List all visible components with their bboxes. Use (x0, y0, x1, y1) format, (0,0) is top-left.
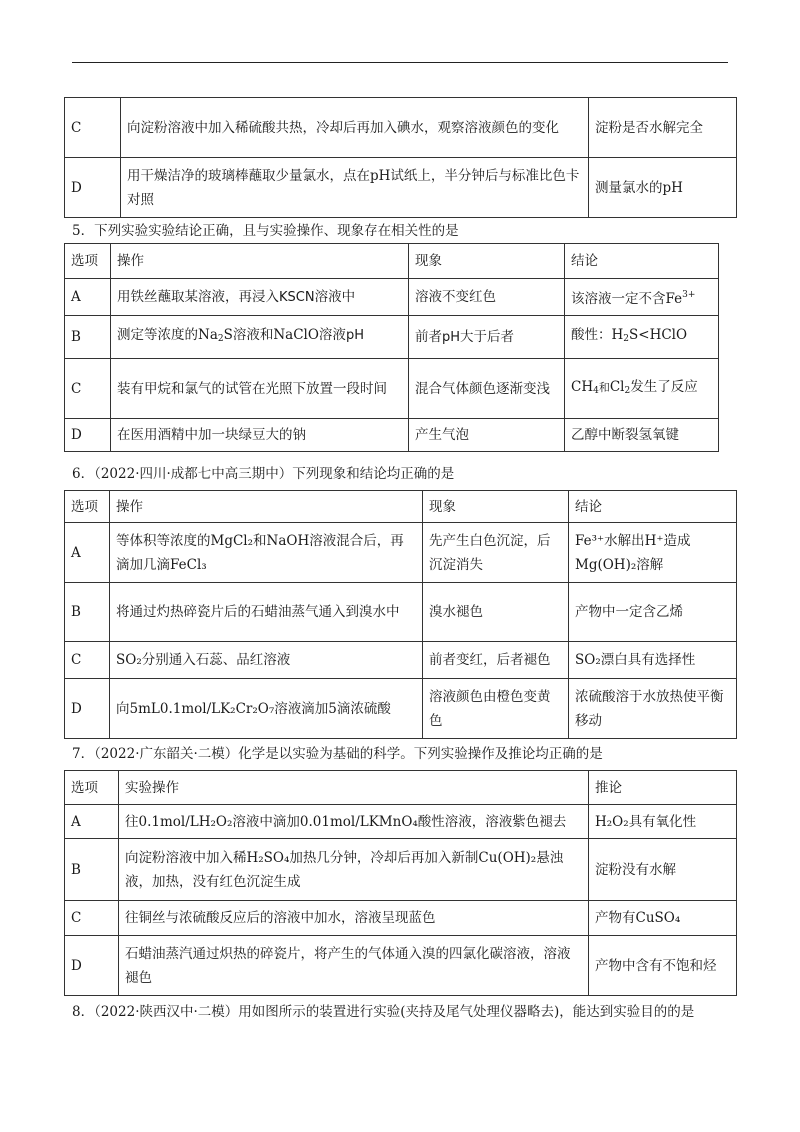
table-row (65, 936, 737, 996)
header-option: 选项 (65, 244, 111, 279)
conclusion-text: 和 (598, 380, 610, 394)
operation-text: 溶液和NaClO溶液 (232, 327, 346, 343)
conclusion-cell (565, 316, 719, 359)
operation-cell: 向淀粉溶液中加入稀硫酸共热，冷却后再加入碘水，观察溶液颜色的变化 (121, 98, 589, 158)
inference-cell: 淀粉没有水解 (589, 839, 737, 901)
formula-s: S (223, 327, 233, 343)
operation-cell: 在医用酒精中加一块绿豆大的钠 (111, 419, 409, 452)
table-q7 (64, 770, 737, 996)
header-operation: 操作 (110, 491, 423, 523)
option-cell: C (65, 359, 111, 419)
table-header-row (65, 491, 737, 523)
formula-ch: CH (571, 378, 594, 395)
operation-cell: 向5mL0.1mol/LK₂Cr₂O₇溶液滴加5滴浓硫酸 (110, 679, 423, 739)
header-option: 选项 (65, 771, 119, 805)
phenomenon-cell: 混合气体颜色逐渐变浅 (409, 359, 565, 419)
phenomenon-cell: 产生气泡 (409, 419, 565, 452)
phenomenon-cell (409, 316, 565, 359)
formula-ph: pH (442, 329, 461, 345)
option-cell: B (65, 316, 111, 359)
conclusion-cell (565, 359, 719, 419)
question-6-stem: 6．（2022·四川·成都七中高三期中）下列现象和结论均正确的是 (72, 466, 455, 482)
option-cell: D (65, 936, 119, 996)
option-cell: D (65, 679, 110, 739)
table-row (65, 316, 719, 359)
operation-cell: 用干燥洁净的玻璃棒蘸取少量氯水，点在pH试纸上，半分钟后与标准比色卡对照 (121, 158, 589, 218)
table-row (65, 901, 737, 936)
formula-fe: Fe (665, 291, 683, 307)
operation-cell: 向淀粉溶液中加入稀H₂SO₄加热几分钟，冷却后再加入新制Cu(OH)₂悬浊液，加热，没有红色沉淀生成 (119, 839, 589, 901)
table-row (65, 679, 737, 739)
subscript: 2 (623, 334, 630, 344)
header-conclusion: 结论 (565, 244, 719, 279)
operation-text: 溶液中 (314, 288, 356, 305)
header-rule (72, 62, 728, 63)
subscript: 2 (217, 334, 224, 344)
option-cell: B (65, 583, 110, 642)
table-row (65, 419, 719, 452)
header-phenomenon: 现象 (409, 244, 565, 279)
charge-sup: 3+ (682, 290, 696, 300)
option-cell: A (65, 805, 119, 839)
formula-cl: Cl (609, 378, 625, 395)
inference-cell: 产物有CuSO₄ (589, 901, 737, 936)
operation-cell (111, 316, 409, 359)
operation-cell: 往0.1mol/LH₂O₂溶液中滴加0.01mol/LKMnO₄酸性溶液，溶液紫色褪去 (119, 805, 589, 839)
header-phenomenon: 现象 (423, 491, 569, 523)
table-q5 (64, 243, 719, 452)
conclusion-cell: 产物中一定含乙烯 (569, 583, 737, 642)
operation-text: 测定等浓度的 (117, 327, 198, 343)
operation-text: 用铁丝蘸取某溶液，再浸入 (117, 288, 279, 305)
header-conclusion: 结论 (569, 491, 737, 523)
option-cell: D (65, 419, 111, 452)
conclusion-text: 发生了反应 (630, 378, 698, 395)
option-cell: B (65, 839, 119, 901)
table-row (65, 158, 737, 218)
table-row (65, 583, 737, 642)
conclusion-cell (565, 279, 719, 316)
table-row (65, 279, 719, 316)
operation-cell: 将通过灼热碎瓷片后的石蜡油蒸气通入到溴水中 (110, 583, 423, 642)
conclusion-cell: 浓硫酸溶于水放热使平衡移动 (569, 679, 737, 739)
header-option: 选项 (65, 491, 110, 523)
option-cell: D (65, 158, 121, 218)
formula-kscn: KSCN (279, 289, 315, 305)
phenomenon-text: 大于后者 (460, 328, 515, 345)
inference-cell: H₂O₂具有氧化性 (589, 805, 737, 839)
header-inference: 推论 (589, 771, 737, 805)
question-7-stem: 7．（2022·广东韶关·二模）化学是以实验为基础的科学。下列实验操作及推论均正确的是 (72, 746, 603, 762)
header-operation: 实验操作 (119, 771, 589, 805)
operation-cell: 装有甲烷和氯气的试管在光照下放置一段时间 (111, 359, 409, 419)
phenomenon-cell: 溶液不变红色 (409, 279, 565, 316)
phenomenon-text: 前者 (415, 328, 442, 345)
header-operation: 操作 (111, 244, 409, 279)
conclusion-cell: SO₂漂白具有选择性 (569, 642, 737, 679)
table-row (65, 642, 737, 679)
operation-cell: SO₂分别通入石蕊、品红溶液 (110, 642, 423, 679)
operation-cell: 石蜡油蒸汽通过炽热的碎瓷片，将产生的气体通入溴的四氯化碳溶液，溶液褪色 (119, 936, 589, 996)
subscript: 2 (624, 385, 631, 396)
table-header-row (65, 771, 737, 805)
purpose-cell: 测量氯水的pH (589, 158, 737, 218)
operation-cell: 等体积等浓度的MgCl₂和NaOH溶液混合后，再滴加几滴FeCl₃ (110, 523, 423, 583)
table-row (65, 805, 737, 839)
table-row (65, 98, 737, 158)
formula-h: H (611, 327, 624, 343)
conclusion-cell: 乙醇中断裂氢氧键 (565, 419, 719, 452)
table-row (65, 359, 719, 419)
option-cell: C (65, 98, 121, 158)
operation-cell (111, 279, 409, 316)
option-cell: C (65, 901, 119, 936)
phenomenon-cell: 溴水褪色 (423, 583, 569, 642)
formula-s-hclo: S<HClO (629, 327, 688, 343)
table-top (64, 97, 737, 218)
phenomenon-cell: 溶液颜色由橙色变黄色 (423, 679, 569, 739)
table-q6 (64, 490, 737, 739)
purpose-cell: 淀粉是否水解完全 (589, 98, 737, 158)
option-cell: A (65, 279, 111, 316)
option-cell: A (65, 523, 110, 583)
conclusion-text: 酸性： (571, 327, 612, 343)
conclusion-text: 该溶液一定不含 (571, 291, 666, 307)
option-cell: C (65, 642, 110, 679)
conclusion-cell: Fe³⁺水解出H⁺造成Mg(OH)₂溶解 (569, 523, 737, 583)
table-header-row (65, 244, 719, 279)
operation-cell: 往铜丝与浓硫酸反应后的溶液中加水，溶液呈现蓝色 (119, 901, 589, 936)
subscript: 4 (593, 385, 599, 396)
phenomenon-cell: 先产生白色沉淀，后沉淀消失 (423, 523, 569, 583)
question-8-stem: 8．（2022·陕西汉中·二模）用如图所示的装置进行实验(夹持及尾气处理仪器略去)，能达到实验目的的是 (72, 1004, 695, 1020)
phenomenon-cell: 前者变红，后者褪色 (423, 642, 569, 679)
formula-na: Na (198, 327, 218, 343)
table-row (65, 839, 737, 901)
question-5-stem: 5．下列实验实验结论正确，且与实验操作、现象存在相关性的是 (72, 223, 459, 239)
formula-ph: pH (345, 328, 364, 343)
table-row (65, 523, 737, 583)
inference-cell: 产物中含有不饱和烃 (589, 936, 737, 996)
